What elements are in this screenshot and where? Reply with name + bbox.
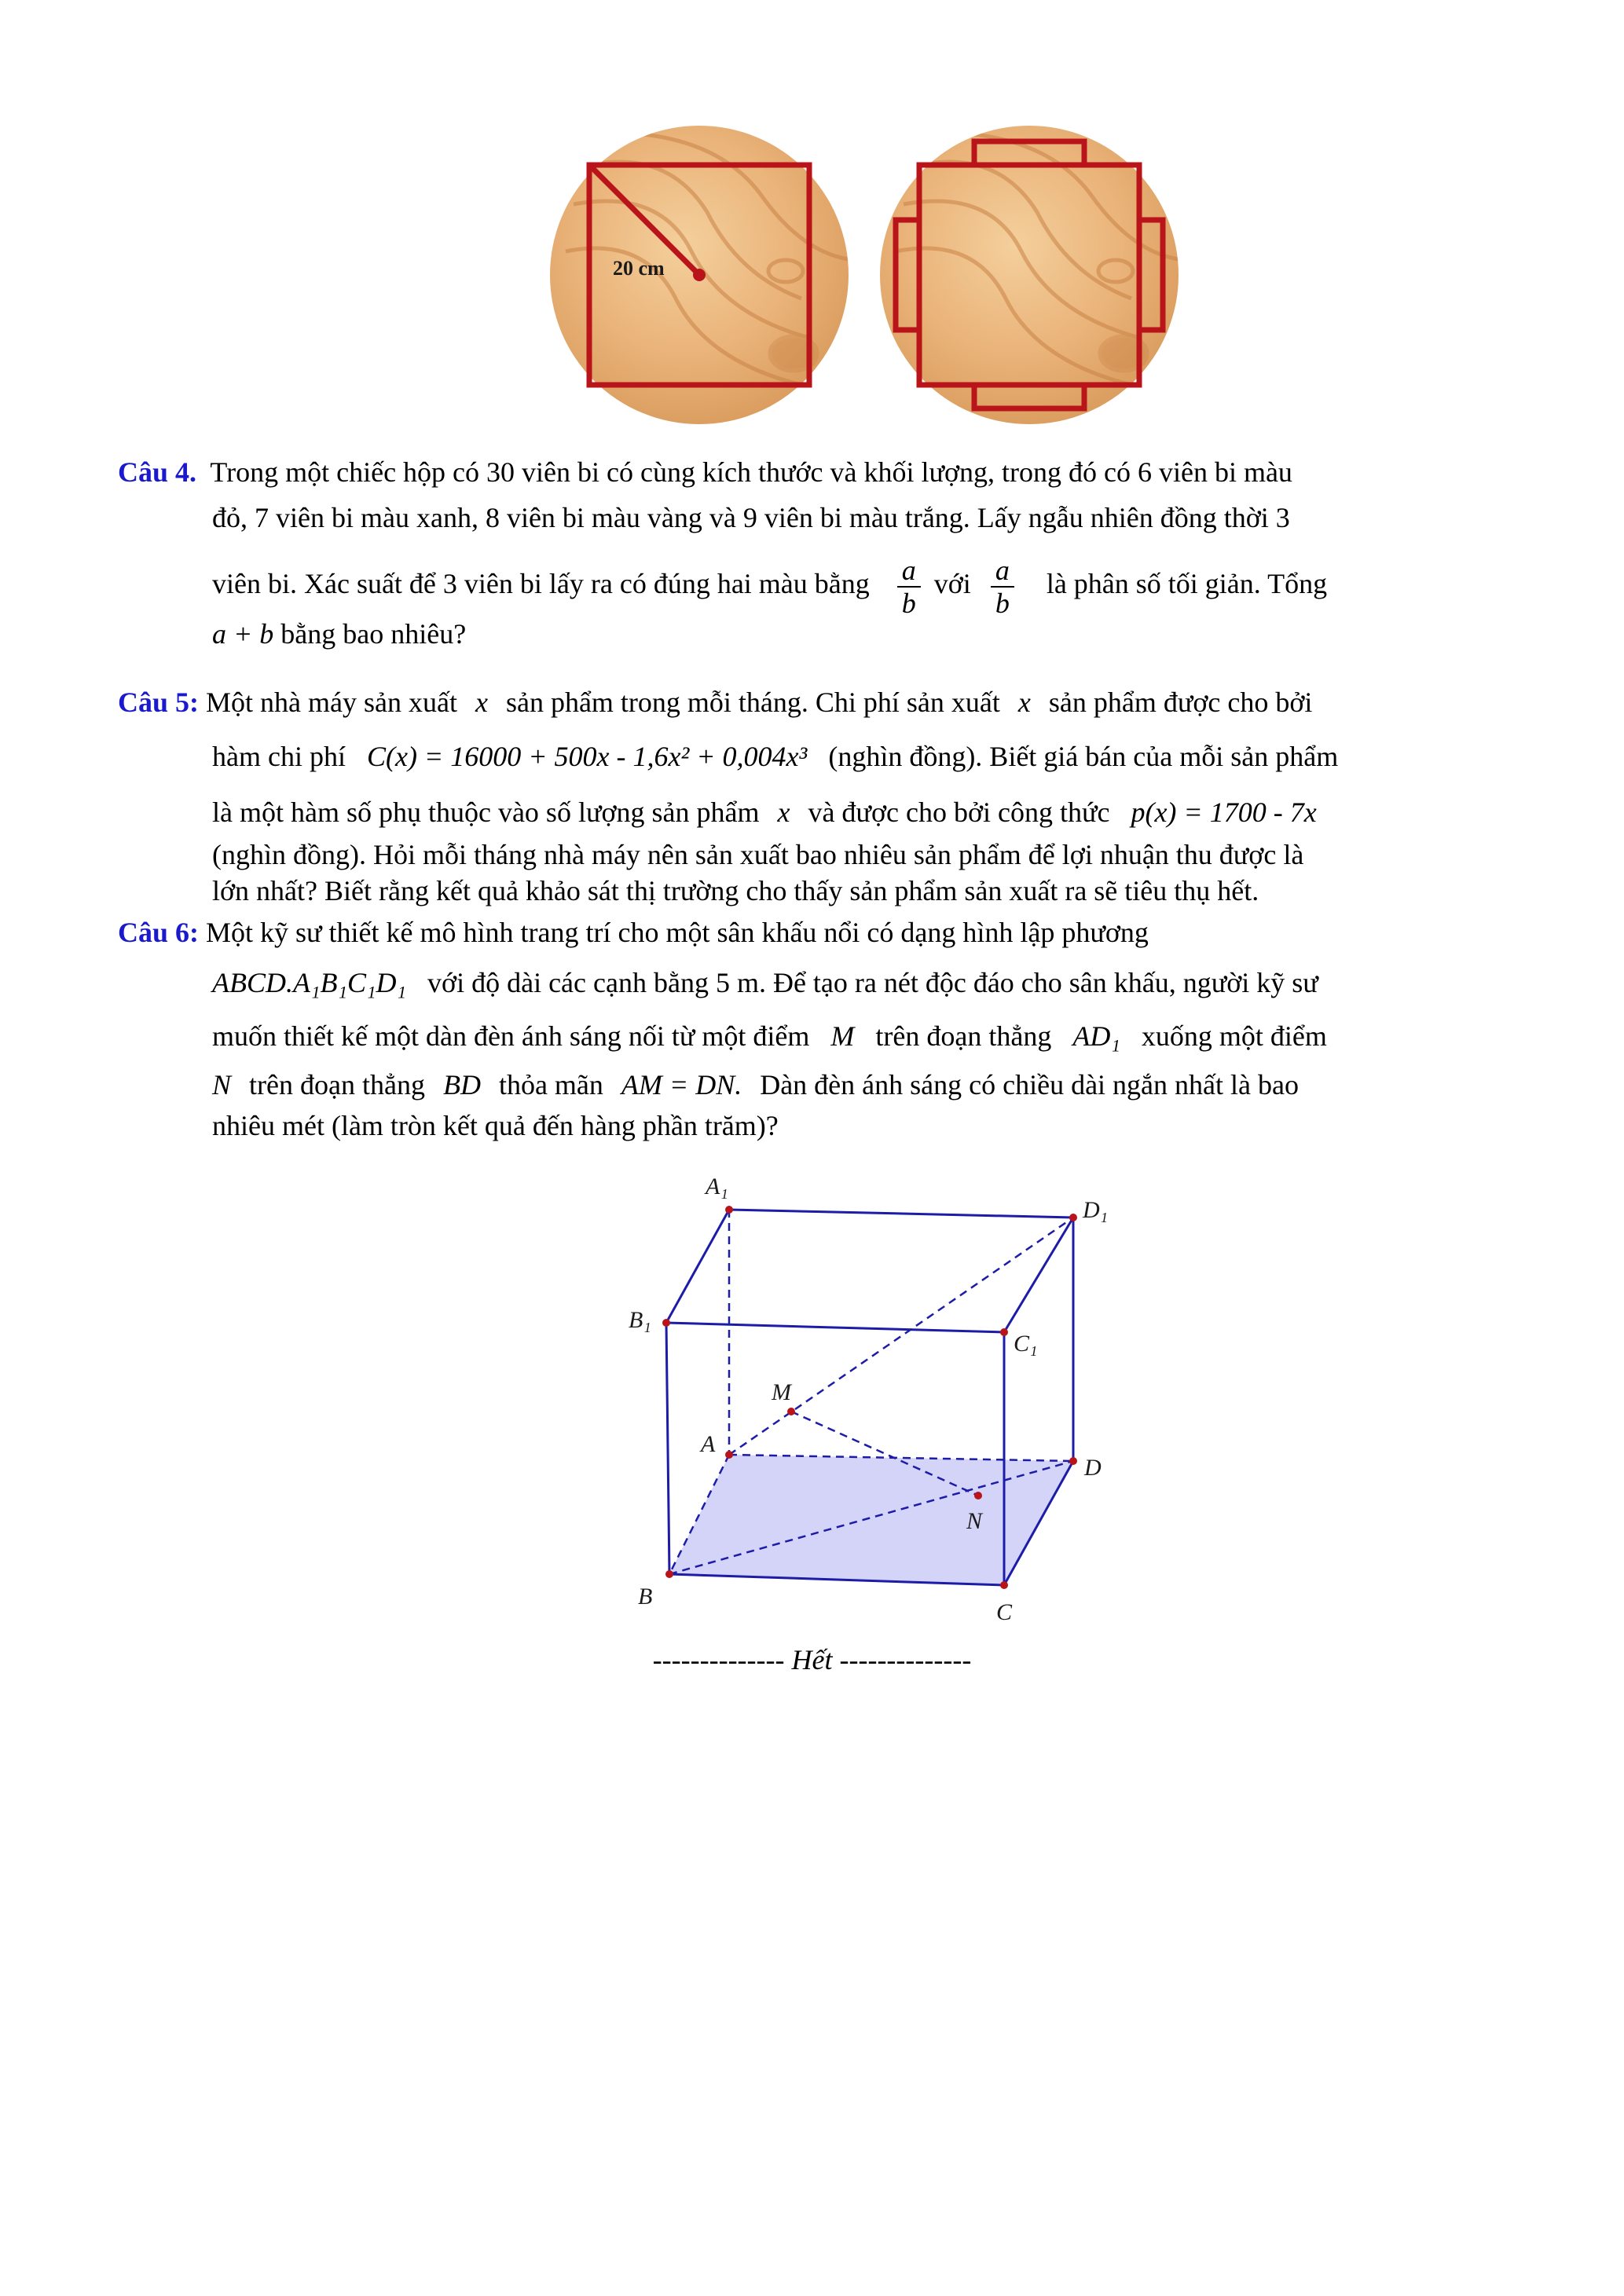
question-5-line-5: lớn nhất? Biết rằng kết quả khảo sát thị trường cho thấy sản phẩm sản xuất ra sẽ tiêu thụ hết. xyxy=(212,875,1259,906)
question-6-text-2: với độ dài các cạnh bằng 5 m. Để tạo ra nét độc đáo cho sân khấu, người kỹ sư xyxy=(427,967,1318,998)
question-5-text-7: và được cho bởi công thức xyxy=(808,796,1110,828)
label-c: C xyxy=(996,1599,1013,1625)
question-6-text-4: trên đoạn thẳng xyxy=(875,1020,1052,1052)
question-5-text-3: sản phẩm được cho bởi xyxy=(1048,687,1313,718)
question-6-text-7: thỏa mãn xyxy=(498,1069,603,1100)
expr-a-plus-b: a + b xyxy=(212,618,274,650)
question-5-text-1: Một nhà máy sản xuất xyxy=(206,687,457,718)
end-dashes-left: -------------- xyxy=(652,1644,785,1675)
point-m: M xyxy=(830,1020,855,1052)
label-m: M xyxy=(772,1379,791,1405)
var-x-1: x xyxy=(475,687,488,718)
end-word: Hết xyxy=(791,1644,833,1675)
condition-am-dn: AM = DN. xyxy=(621,1069,742,1100)
wood-disc-figure xyxy=(542,118,1194,432)
label-a1: A₁ xyxy=(706,1174,728,1199)
question-4-text-1: Trong một chiếc hộp có 30 viên bi có cùng kích thước và khối lượng, trong đó có 6 viên bi màu xyxy=(210,456,1292,488)
question-5-text-6: là một hàm số phụ thuộc vào số lượng sản phẩm xyxy=(212,796,760,828)
question-5 xyxy=(118,679,1518,909)
question-6-text-8: Dàn đèn ánh sáng có chiều dài ngắn nhất là bao xyxy=(760,1069,1299,1100)
label-b: B xyxy=(638,1584,653,1609)
base-face-shaded xyxy=(669,1455,1073,1585)
center-point xyxy=(693,269,706,281)
question-6-text-3: muốn thiết kế một dàn đèn ánh sáng nối từ một điểm xyxy=(212,1020,810,1052)
question-4-text-3: viên bi. Xác suất để 3 viên bi lấy ra có đúng hai màu bằng xyxy=(212,568,870,599)
question-6-text-1: Một kỹ sư thiết kế mô hình trang trí cho một sân khấu nổi có dạng hình lập phương xyxy=(206,917,1149,948)
segment-ad1: AD₁ xyxy=(1072,1020,1120,1052)
question-5-text-4: hàm chi phí xyxy=(212,741,346,772)
question-4-text-5: là phân số tối giản. Tổng xyxy=(1046,568,1328,599)
cube-figure xyxy=(597,1155,1131,1634)
price-function: p(x) = 1700 - 7x xyxy=(1131,796,1317,828)
question-5-line-4: (nghìn đồng). Hỏi mỗi tháng nhà máy nên sản xuất bao nhiêu sản phẩm để lợi nhuận thu được là xyxy=(212,839,1304,870)
wood-disc-right xyxy=(880,126,1179,424)
label-d: D xyxy=(1084,1455,1102,1481)
cube-name: ABCD.A₁B₁C₁D₁ xyxy=(212,967,407,998)
end-dashes-right: -------------- xyxy=(839,1644,972,1675)
question-4-label: Câu 4. xyxy=(118,456,197,488)
label-n: N xyxy=(966,1508,983,1534)
end-marker xyxy=(0,1643,1624,1676)
question-4-line-2: đỏ, 7 viên bi màu xanh, 8 viên bi màu vàng và 9 viên bi màu trắng. Lấy ngẫu nhiên đồng thời 3 xyxy=(212,502,1290,533)
label-c1: C₁ xyxy=(1014,1331,1038,1357)
question-6-text-5: xuống một điểm xyxy=(1141,1020,1327,1052)
var-x-3: x xyxy=(777,796,790,828)
label-b1: B₁ xyxy=(629,1307,651,1333)
var-x-2: x xyxy=(1017,687,1031,718)
wood-disc-left xyxy=(550,126,849,424)
fraction-a-over-b: $\frac{a}{b}$ xyxy=(897,555,921,619)
cost-function: C(x) = 16000 + 500x - 1,6x² + 0,004x³ xyxy=(366,741,808,772)
question-4 xyxy=(118,449,1518,657)
fraction-a-over-b-2: $\frac{a}{b}$ xyxy=(991,555,1014,619)
question-5-text-2: sản phẩm trong mỗi tháng. Chi phí sản xuất xyxy=(505,687,1000,718)
label-a: A xyxy=(701,1431,716,1457)
question-6-line-5: nhiêu mét (làm tròn kết quả đến hàng phần trăm)? xyxy=(212,1110,779,1141)
question-6-label: Câu 6: xyxy=(118,917,200,948)
question-5-label: Câu 5: xyxy=(118,687,200,718)
point-n: N xyxy=(212,1069,232,1100)
question-4-text-6: bằng bao nhiêu? xyxy=(280,618,467,650)
question-6 xyxy=(118,910,1518,1144)
label-d1: D₁ xyxy=(1083,1197,1109,1223)
question-4-text-4: với xyxy=(933,568,971,599)
segment-bd: BD xyxy=(442,1069,481,1100)
question-6-text-6: trên đoạn thẳng xyxy=(249,1069,425,1100)
question-5-text-5: (nghìn đồng). Biết giá bán của mỗi sản phẩm xyxy=(828,741,1339,772)
radius-label: 20 cm xyxy=(613,257,665,280)
